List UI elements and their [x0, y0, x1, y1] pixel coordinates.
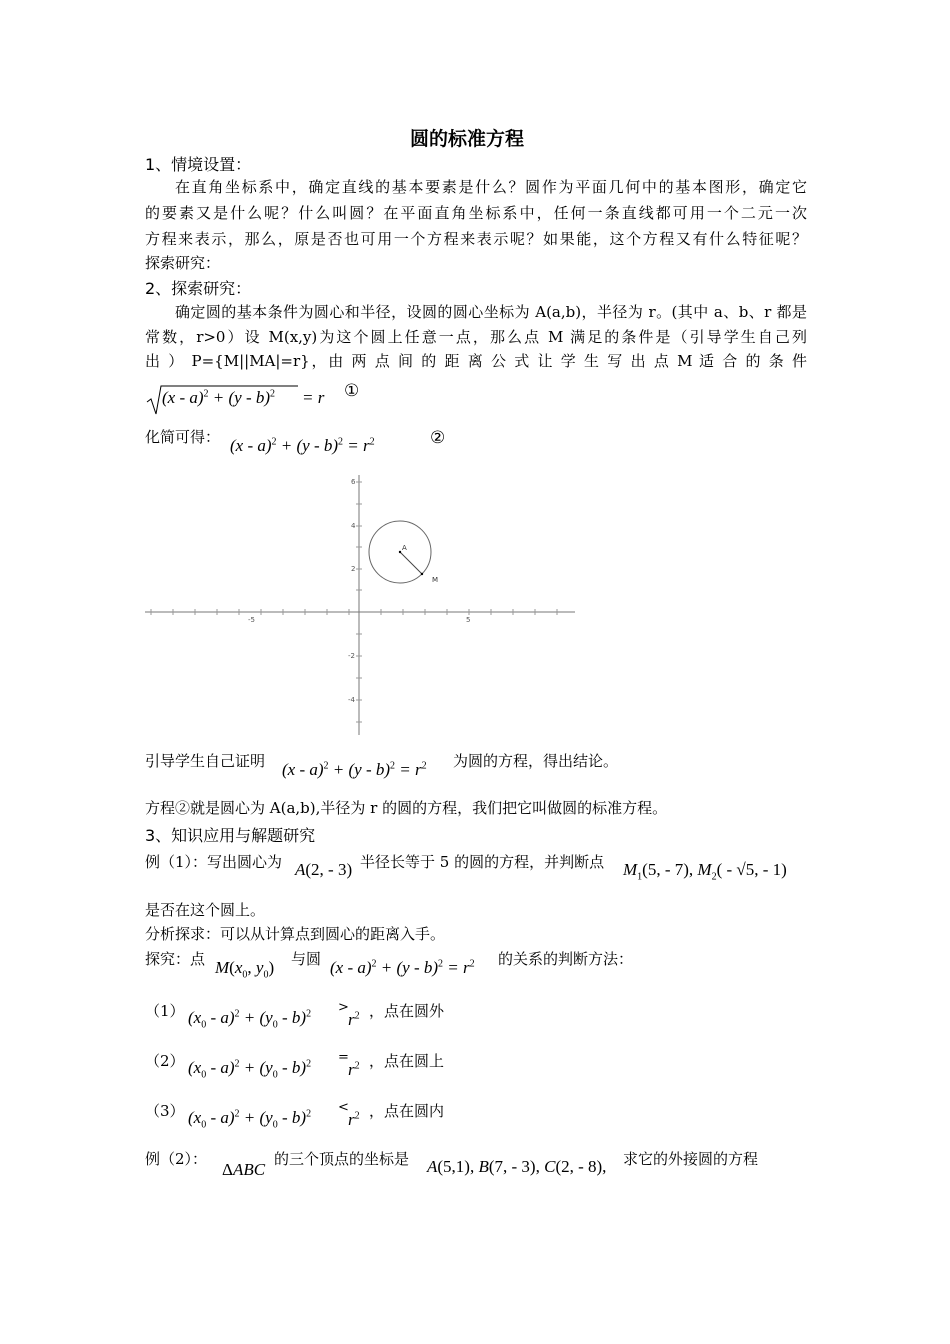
x-tick-label: 5	[466, 616, 471, 624]
section1-line-4: 探索研究：	[145, 254, 221, 272]
explore-mid: 与圆	[291, 950, 322, 968]
case-expression: $(x_0 - a)^2 + (y_0 - b)^2$	[188, 1008, 312, 1031]
explore-point: $M(x_0$, $y_0$)	[215, 958, 275, 981]
radius-line	[400, 552, 422, 574]
case-number: （1）	[145, 1002, 185, 1020]
example2-mid: 的三个顶点的坐标是	[274, 1150, 410, 1168]
case-expression: $(x_0 - a)^2 + (y_0 - b)^2$	[188, 1108, 312, 1131]
equation-label-2: ②	[430, 428, 446, 448]
case-operator: >	[338, 1000, 349, 1015]
point-a-label: A	[402, 544, 407, 552]
section1-line-2: 的要素又是什么呢？什么叫圆？在平面直角坐标系中，任何一条直线都可用一个二元一次	[145, 204, 807, 222]
equation-label-1: ①	[344, 381, 360, 401]
y-tick-label: 4	[351, 522, 356, 530]
example1-mid: 半径长等于 5 的圆的方程，并判断点	[360, 853, 605, 871]
analysis: 分析探求：可以从计算点到圆心的距离入手。	[145, 925, 446, 943]
y-tick-label: -4	[348, 696, 355, 704]
case-rhs: $r^2$	[348, 1110, 360, 1129]
section3-heading: 3、知识应用与解题研究	[145, 826, 316, 845]
section2-line-1: 确定圆的基本条件为圆心和半径，设圆的圆心坐标为 A(a,b)，半径为 r。(其中 a、b、r 都是	[175, 303, 807, 321]
case-rhs: $r^2$	[348, 1010, 360, 1029]
y-tick-label: 2	[351, 565, 356, 573]
case-operator: =	[338, 1050, 349, 1065]
point-m-dot	[421, 573, 423, 575]
case-number: （2）	[145, 1052, 185, 1070]
y-tick-label: 6	[351, 478, 356, 486]
x-tick-label: -5	[248, 616, 255, 624]
simplify-label: 化简可得：	[145, 428, 221, 446]
explore-prefix: 探究：点	[145, 950, 206, 968]
explore-suffix: 的关系的判断方法：	[498, 950, 634, 968]
case-text: ，点在圆内	[369, 1102, 445, 1120]
example1-points: $M_1(5$, - 7), $M_2( - √5$, - 1)	[623, 860, 787, 883]
example1-center: A(2, - 3)	[295, 860, 353, 879]
section1-line-1: 在直角坐标系中，确定直线的基本要素是什么？圆作为平面几何中的基本图形，确定它	[175, 178, 807, 196]
y-tick-label: -2	[348, 652, 355, 660]
example1-prefix: 例（1）：写出圆心为	[145, 853, 283, 871]
case-number: （3）	[145, 1102, 185, 1120]
proof-suffix: 为圆的方程，得出结论。	[453, 752, 619, 770]
example2-prefix: 例（2）：	[145, 1150, 208, 1168]
center-point	[399, 551, 401, 553]
example2-suffix: 求它的外接圆的方程	[623, 1150, 759, 1168]
case-text: ，点在圆外	[369, 1002, 445, 1020]
case-expression: $(x_0 - a)^2 + (y_0 - b)^2$	[188, 1058, 312, 1081]
section2-heading: 2、探索研究：	[145, 279, 252, 298]
case-rhs: $r^2$	[348, 1060, 360, 1079]
example2-points: A(5,1), B(7, - 3), C(2, - 8),	[427, 1157, 607, 1176]
proof-prefix: 引导学生自己证明	[145, 752, 266, 770]
point-m-label: M	[432, 576, 439, 584]
case-operator: <	[338, 1100, 349, 1115]
example2-triangle: ΔABC	[222, 1160, 266, 1179]
section2-line-2: 常数，r>0）设 M(x,y)为这个圆上任意一点，那么点 M 满足的条件是（引导学生自己列	[145, 328, 807, 346]
conclusion: 方程②就是圆心为 A(a,b),半径为 r 的圆的方程，我们把它叫做圆的标准方程。	[145, 799, 668, 817]
equation-standard: $(x - a)^2 + (y - b)^2 = r^2$	[230, 436, 375, 455]
proof-equation: $(x - a)^2 + (y - b)^2 = r^2$	[282, 760, 427, 779]
section2-line-3: 出 ） P={M||MA|=r}，由 两 点 间 的 距 离 公 式 让 学 生 写 出 点 M 适 合 的 条 件	[145, 352, 807, 370]
coordinate-graph	[140, 470, 580, 740]
page-title: 圆的标准方程	[410, 128, 525, 150]
section1-heading: 1、情境设置：	[145, 155, 252, 174]
example1-end: 是否在这个圆上。	[145, 901, 266, 919]
section1-line-3: 方程来表示，那么，原是否也可用一个方程来表示呢？如果能，这个方程又有什么特征呢？	[145, 230, 807, 248]
explore-equation: $(x - a)^2 + (y - b)^2 = r^2$	[330, 958, 475, 977]
case-text: ，点在圆上	[369, 1052, 445, 1070]
